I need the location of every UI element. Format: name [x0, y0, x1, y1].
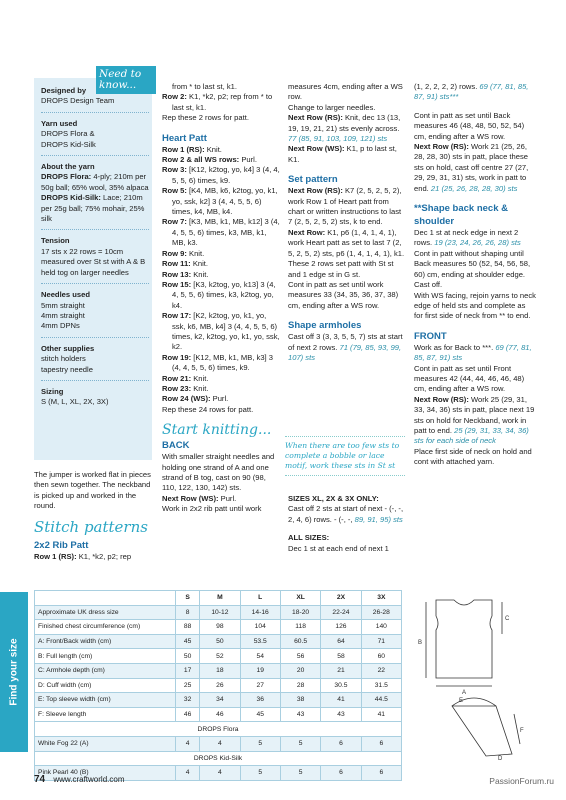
- row-label: B: Full length (cm): [35, 649, 176, 664]
- stitch-patterns-heading: Stitch patterns: [34, 517, 148, 536]
- table-cell: 6: [321, 736, 361, 751]
- heart-row: Row 3: [K12, k2tog, yo, k4] 3 (4, 4, 5, 5, 6) times, k9.: [162, 165, 280, 185]
- table-cell: 36: [240, 693, 280, 708]
- yarn-group-label: DROPS Flora: [35, 722, 402, 737]
- table-row: [35, 634, 402, 649]
- label-b: B: [418, 640, 423, 646]
- table-row: [35, 722, 402, 737]
- table-row: [35, 707, 402, 722]
- table-cell: 5: [280, 766, 320, 781]
- c3-p2: Change to larger needles.: [288, 102, 376, 112]
- body-outline: [436, 600, 492, 678]
- table-cell: 71: [361, 634, 401, 649]
- table-cell: 27: [240, 678, 280, 693]
- heart-row: Row 13: Knit.: [162, 269, 209, 279]
- table-cell: 4: [176, 736, 200, 751]
- c4-q3: Cast off.: [414, 280, 443, 290]
- rib-repeat: Rep these 2 rows for patt.: [162, 113, 249, 123]
- yarn-heading: Yarn used: [41, 118, 78, 128]
- table-cell: 88: [176, 620, 200, 635]
- table-cell: 31.5: [361, 678, 401, 693]
- heart-row: Row 9: Knit.: [162, 248, 205, 258]
- rib-row2: Row 2: K1, *k2, p2; rep from * to last st, k1.: [162, 92, 273, 112]
- c3-p3: Next Row (RS): Knit, dec 13 (13, 19, 19, 21, 21) sts evenly across. 77 (85, 91, 103, 109, 121) sts: [288, 113, 401, 144]
- set-pattern-heading: Set pattern: [288, 174, 338, 186]
- heart-row: Row 15: [K3, k2tog, yo, k13] 3 (4, 4, 5, 5, 6) times, k3, k2tog, yo, k4.: [162, 279, 276, 310]
- yarn-group-label: DROPS Kid-Silk: [35, 751, 402, 766]
- table-cell: 118: [280, 620, 320, 635]
- table-cell: 53.5: [240, 634, 280, 649]
- heart-row: Row 11: Knit.: [162, 259, 209, 269]
- find-your-size-bar: Find your size: [0, 592, 28, 752]
- c4-q2: Cont in patt without shaping until Back measures 50 (52, 54, 56, 58, 60) cm, ending at shoulder edge.: [414, 248, 531, 279]
- c3-s3: These 2 rows set patt with St st and 1 edge st in G st.: [288, 259, 394, 279]
- shape-back-neck-heading: **Shape back neck & shoulder: [414, 203, 508, 228]
- shape-armholes-heading: Shape armholes: [288, 320, 362, 332]
- table-row: [35, 663, 402, 678]
- table-cell: M: [200, 591, 240, 606]
- table-cell: 17: [176, 663, 200, 678]
- about-flora: DROPS Flora: 4-ply; 210m per 50g ball; 65% wool, 35% alpaca: [41, 172, 149, 192]
- table-cell: 50: [176, 649, 200, 664]
- c4-p1: (1, 2, 2, 2, 2) rows. 69 (77, 81, 85, 87, 91) sts***: [414, 82, 529, 102]
- label-d: D: [498, 756, 503, 762]
- table-cell: 4: [200, 736, 240, 751]
- c3-s4: Cont in patt as set until work measures 33 (34, 35, 36, 37, 38) cm, ending after a WS row.: [288, 279, 399, 310]
- start-knitting-heading: Start knitting...: [162, 422, 272, 439]
- heart-row: Row 24 (WS): Purl.: [162, 394, 229, 404]
- table-cell: 56: [280, 649, 320, 664]
- table-cell: 26-28: [361, 605, 401, 620]
- other-supplies-heading: Other supplies: [41, 343, 95, 353]
- row-label: Pink Pearl 40 (B): [35, 766, 176, 781]
- table-cell: 19: [240, 663, 280, 678]
- table-cell: 20: [280, 663, 320, 678]
- c4-q4: With WS facing, rejoin yarns to neck edge of held sts and complete as for first side of neck from ** to end.: [414, 290, 536, 321]
- table-cell: 4: [176, 766, 200, 781]
- need-to-know-badge: Need to know...: [96, 66, 156, 94]
- heart-row: Row 1 (RS): Knit.: [162, 144, 222, 154]
- table-cell: 22: [361, 663, 401, 678]
- sizing-heading: Sizing: [41, 386, 64, 396]
- c4-q1: Dec 1 st at neck edge in next 2 rows. 19 (23, 24, 26, 26, 28) sts: [414, 228, 521, 248]
- table-row: [35, 693, 402, 708]
- heart-row: Row 17: [K2, k2tog, yo, k1, yo, ssk, k6, MB, k4] 3 (4, 4, 5, 5, 6) times, k2, k2tog, yo, k1, yo, ssk, k2.: [162, 311, 280, 352]
- row-label: White Fog 22 (A): [35, 736, 176, 751]
- heart-repeat: Rep these 24 rows for patt.: [162, 404, 254, 414]
- row-label: Approximate UK dress size: [35, 605, 176, 620]
- table-cell: 60.5: [280, 634, 320, 649]
- table-cell: 64: [321, 634, 361, 649]
- table-cell: 43: [280, 707, 320, 722]
- rib-patt-heading: 2x2 Rib Patt: [34, 539, 89, 551]
- all-sizes-text: Dec 1 st at each end of next 1: [288, 543, 389, 553]
- tension: 17 sts x 22 rows = 10cm measured over St st with A & B held tog on larger needles: [41, 246, 146, 277]
- table-cell: 45: [176, 634, 200, 649]
- heart-row: Row 2 & all WS rows: Purl.: [162, 155, 257, 165]
- table-cell: 5: [240, 766, 280, 781]
- heart-row: Row 23: Knit.: [162, 383, 209, 393]
- about-kidsilk: DROPS Kid-Silk: Lace; 210m per 25g ball; 75% mohair, 25% silk: [41, 193, 145, 224]
- yarn-used: DROPS Flora & DROPS Kid-Silk: [41, 129, 96, 149]
- table-cell: 5: [240, 736, 280, 751]
- heart-row: Row 19: [K12, MB, k1, MB, k3] 3 (4, 4, 5, 5, 6) times, k9.: [162, 352, 273, 373]
- table-row: [35, 649, 402, 664]
- c4-f3: Next Row (RS): Work 25 (29, 31, 33, 34, 36) sts in patt, place next 19 sts on hold for Neckband, work in patt to end. 25 (29, 31, 33, 34, 36) sts for each side of neck: [414, 394, 535, 446]
- c3-a1: Cast off 3 (3, 3, 5, 5, 7) sts at start of next 2 rows. 71 (79, 85, 93, 99, 107) sts: [288, 332, 403, 362]
- table-cell: XL: [280, 591, 320, 606]
- watermark: PassionForum.ru: [489, 776, 554, 786]
- table-cell: 6: [361, 766, 401, 781]
- heart-row: Row 21: Knit.: [162, 373, 209, 383]
- back-para2: Work in 2x2 rib patt until work: [162, 504, 262, 514]
- table-cell: 38: [280, 693, 320, 708]
- table-row: [35, 678, 402, 693]
- tension-heading: Tension: [41, 236, 70, 246]
- c4-f1: Work as for Back to ***. 69 (77, 81, 85, 87, 91) sts: [414, 342, 532, 363]
- table-cell: 30.5: [321, 678, 361, 693]
- intro-text: The jumper is worked flat in pieces then sewn together. The neckband is picked up and worked in the round.: [34, 470, 151, 511]
- row-label: Finished chest circumference (cm): [35, 620, 176, 635]
- table-cell: 50: [200, 634, 240, 649]
- heart-row: Row 5: [K4, MB, k6, k2tog, yo, k1, yo, ssk, k2] 3 (4, 4, 5, 5, 6) times, k4, MB, k4.: [162, 186, 278, 217]
- need-to-know-panel: [34, 78, 152, 460]
- table-cell: 6: [321, 766, 361, 781]
- table-cell: 10-12: [200, 605, 240, 620]
- table-row: [35, 620, 402, 635]
- table-cell: 18: [200, 663, 240, 678]
- row-label: E: Top sleeve width (cm): [35, 693, 176, 708]
- about-yarn-heading: About the yarn: [41, 162, 95, 172]
- table-cell: 8: [176, 605, 200, 620]
- table-row: [35, 591, 402, 606]
- table-cell: 126: [321, 620, 361, 635]
- table-row: [35, 751, 402, 766]
- table-cell: 4: [200, 766, 240, 781]
- row-label: [35, 591, 176, 606]
- table-cell: 43: [321, 707, 361, 722]
- table-cell: 3X: [361, 591, 401, 606]
- table-cell: 41: [361, 707, 401, 722]
- table-cell: S: [176, 591, 200, 606]
- needle-item: 4mm DPNs: [41, 321, 80, 331]
- table-cell: 44.5: [361, 693, 401, 708]
- label-f: F: [520, 728, 524, 734]
- table-cell: 26: [200, 678, 240, 693]
- needle-item: 4mm straight: [41, 310, 85, 320]
- back-para: With smaller straight needles and holding one strand of A and one strand of B tog, cast on 90 (98, 110, 122, 130, 142) sts.: [162, 452, 275, 493]
- row-label: F: Sleeve length: [35, 707, 176, 722]
- supply-item: tapestry needle: [41, 364, 93, 374]
- table-cell: 5: [280, 736, 320, 751]
- pull-quote: When there are too few sts to complete a bobble or lace motif, work these sts in St st: [285, 436, 405, 476]
- label-e: E: [459, 698, 464, 704]
- table-cell: 104: [240, 620, 280, 635]
- site-url: www.craftworld.com: [53, 775, 125, 784]
- table-cell: 25: [176, 678, 200, 693]
- table-cell: 41: [321, 693, 361, 708]
- needles-heading: Needles used: [41, 290, 90, 300]
- garment-schematic: [414, 594, 544, 762]
- table-cell: 58: [321, 649, 361, 664]
- row-label: C: Armhole depth (cm): [35, 663, 176, 678]
- back-next-row: Next Row (WS): Purl.: [162, 493, 237, 503]
- table-cell: 18-20: [280, 605, 320, 620]
- table-row: [35, 736, 402, 751]
- size-table: [34, 590, 402, 781]
- rib-continued: from * to last st, k1.: [172, 82, 237, 91]
- rib-row1: Row 1 (RS): K1, *k2, p2; rep: [34, 551, 132, 561]
- row-label: D: Cuff width (cm): [35, 678, 176, 693]
- c4-f4: Place first side of neck on hold and cont with attached yarn.: [414, 446, 532, 467]
- table-cell: 34: [200, 693, 240, 708]
- c4-p2: Cont in patt as set until Back measures 46 (48, 48, 50, 52, 54) cm, ending after a WS row.: [414, 110, 525, 141]
- sizing: S (M, L, XL, 2X, 3X): [41, 397, 109, 407]
- table-cell: 140: [361, 620, 401, 635]
- table-cell: L: [240, 591, 280, 606]
- c3-p4: Next Row (WS): K1, p to last st, K1.: [288, 144, 397, 164]
- c4-p3: Next Row (RS): Work 21 (25, 26, 28, 28, 30) sts in patt, place these sts on hold, cast off centre 27 (27, 29, 29, 31, 31) sts, work in patt to end. 21 (25, 26, 28, 28, 30) sts: [414, 142, 529, 193]
- table-cell: 28: [280, 678, 320, 693]
- label-a: A: [462, 690, 467, 696]
- page-footer: [34, 774, 124, 785]
- table-cell: 6: [361, 736, 401, 751]
- table-cell: 46: [176, 707, 200, 722]
- designed-by: DROPS Design Team: [41, 96, 115, 106]
- c4-f2: Cont in patt as set until Front measures 42 (44, 44, 46, 46, 48) cm, ending after a WS row.: [414, 363, 525, 394]
- table-cell: 32: [176, 693, 200, 708]
- c3-s2: Next Row: K1, p6 (1, 4, 1, 4, 1), work Heart patt as set to last 7 (2, 5, 2, 5, 2) sts, p6 (1, 4, 1, 4, 1), k1.: [288, 227, 405, 258]
- heart-patt-heading: Heart Patt: [162, 132, 207, 144]
- table-cell: 2X: [321, 591, 361, 606]
- c3-p1: measures 4cm, ending after a WS row.: [288, 82, 403, 102]
- c3-s1: Next Row (RS): K7 (2, 5, 2, 5, 2), work Row 1 of Heart patt from chart or written instructions to last 7 (2, 5, 2, 5, 2) sts, k to end.: [288, 186, 402, 227]
- sizes-text: Cast off 2 sts at start of next - (-, -, 2, 4, 6) rows. - (-, -, 89, 91, 95) sts: [288, 504, 404, 524]
- sizes-heading: SIZES XL, 2X & 3X ONLY:: [288, 494, 379, 503]
- table-cell: 98: [200, 620, 240, 635]
- table-cell: 60: [361, 649, 401, 664]
- page-number: 74: [34, 774, 46, 785]
- table-cell: 52: [200, 649, 240, 664]
- label-c: C: [505, 616, 510, 622]
- heart-row: Row 7: [K3, MB, k1, MB, k12] 3 (4, 4, 5, 5, 6) times, k3, MB, k1, MB, k3.: [162, 217, 280, 248]
- table-cell: 14-16: [240, 605, 280, 620]
- table-cell: 45: [240, 707, 280, 722]
- sleeve-outline: [452, 698, 512, 756]
- table-row: [35, 605, 402, 620]
- all-sizes-heading: ALL SIZES:: [288, 533, 330, 543]
- designed-by-heading: Designed by: [41, 86, 87, 95]
- row-label: A: Front/Back width (cm): [35, 634, 176, 649]
- table-cell: 54: [240, 649, 280, 664]
- supply-item: stitch holders: [41, 354, 86, 364]
- front-heading: FRONT: [414, 330, 447, 342]
- needle-item: 5mm straight: [41, 300, 85, 310]
- back-heading: BACK: [162, 440, 190, 452]
- table-cell: 21: [321, 663, 361, 678]
- table-cell: 46: [200, 707, 240, 722]
- table-cell: 22-24: [321, 605, 361, 620]
